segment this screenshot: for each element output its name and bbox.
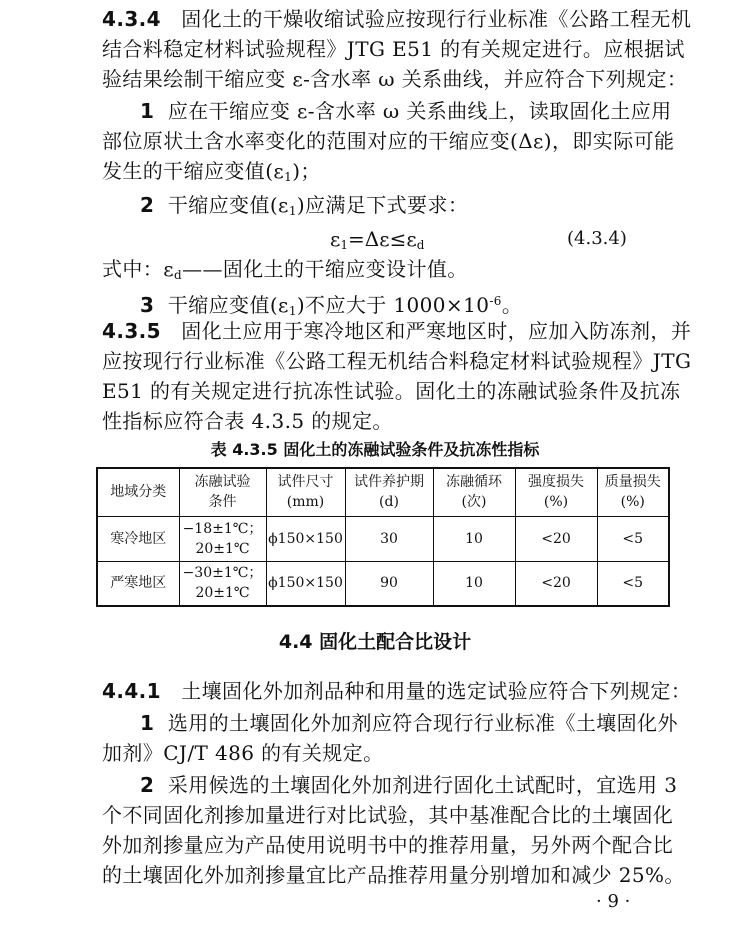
cell-size: ϕ150×150 [266,561,345,606]
header-size: 试件尺寸 (mm) [266,468,345,516]
cell-condition: −18±1℃； 20±1℃ [179,516,266,561]
clause-number: 4.4.1 [102,679,161,703]
formula-number: (4.3.4) [567,228,627,249]
header-region: 地域分类 [97,468,179,516]
cell-size: ϕ150×150 [266,516,345,561]
cell-mass-loss: <5 [597,561,669,606]
item-2-line: 2 干缩应变值$(\varepsilon_1)$应满足下式要求： [140,193,469,218]
header-mass-loss: 质量损失 (%) [597,468,669,516]
item-3-line: 3 干缩应变值$(\varepsilon_1)$不应大于 $1000\times 10^{-6}$。 [140,293,523,318]
item-1-line-1: 1 选用的土壤固化外加剂应符合现行行业标准《土壤固化外 [140,711,678,735]
item-2-line-4: 的土壤固化外加剂掺量宜比产品推荐用量分别增加和减少 25%。 [102,863,685,887]
clause-number: 4.3.5 [102,319,161,343]
cell-cycles: 10 [433,561,515,606]
clause-4-3-4-line-3: 验结果绘制干缩应变 ε-含水率 ω 关系曲线，并应符合下列规定： [102,67,688,91]
cell-curing: 90 [345,561,433,606]
clause-4-3-5-line-4: 性指标应符合表 4.3.5 的规定。 [102,409,393,433]
clause-4-4-1-line: 4.4.1 土壤固化外加剂品种和用量的选定试验应符合下列规定： [102,679,692,703]
item-2-line-3: 外加剂掺量应为产品使用说明书中的推荐用量，另外两个配合比 [102,833,674,857]
item-1-line-2: 部位原状土含水率变化的范围对应的干缩应变(Δε)，即实际可能 [102,129,675,153]
cell-strength-loss: <20 [515,561,597,606]
item-2-line-1: 2 采用候选的土壤固化外加剂进行固化土试配时，宜选用 3 [140,773,678,797]
cell-region: 严寒地区 [97,561,179,606]
clause-4-3-4-line-1: 4.3.4 固化土的干燥收缩试验应按现行行业标准《公路工程无机 [102,7,692,31]
clause-4-3-5-line-1: 4.3.5 固化土应用于寒冷地区和严寒地区时，应加入防冻剂，并 [102,319,692,343]
header-strength-loss: 强度损失 (%) [515,468,597,516]
freeze-thaw-table [96,467,670,607]
item-1-line-2: 加剂》CJ/T 486 的有关规定。 [102,741,384,765]
page-number: · 9 · [596,891,631,912]
section-title: 4.4 固化土配合比设计 [278,631,472,653]
formula-where-line: 式中：$\varepsilon_d——$固化土的干缩应变设计值。 [102,257,468,282]
header-condition: 冻融试验 条件 [179,468,266,516]
item-1-line-3: 发生的干缩应变值$(\varepsilon_1)$； [102,159,321,184]
cell-condition: −30±1℃； 20±1℃ [179,561,266,606]
item-2-line-2: 个不同固化剂掺加量进行对比试验，其中基准配合比的土壤固化 [102,803,674,827]
cell-curing: 30 [345,516,433,561]
table-row [97,561,669,606]
cell-cycles: 10 [433,516,515,561]
clause-4-3-5-line-3: E51 的有关规定进行抗冻性试验。固化土的冻融试验条件及抗冻 [102,379,681,403]
clause-4-3-5-line-2: 应按现行行业标准《公路工程无机结合料稳定材料试验规程》JTG [102,349,692,373]
header-curing: 试件养护期 (d) [345,468,433,516]
clause-4-3-4-line-2: 结合料稳定材料试验规程》JTG E51 的有关规定进行。应根据试 [102,37,685,61]
cell-region: 寒冷地区 [97,516,179,561]
cell-mass-loss: <5 [597,516,669,561]
table-header-row [97,468,669,516]
cell-strength-loss: <20 [515,516,597,561]
item-1-line-1: 1 应在干缩应变 ε-含水率 ω 关系曲线上，读取固化土应用 [140,99,672,123]
table-row [97,516,669,561]
formula: $\varepsilon_1=\Delta\varepsilon\le\varepsilon_d$ [330,227,425,252]
table-caption: 表 4.3.5 固化土的冻融试验条件及抗冻性指标 [210,440,540,459]
clause-number: 4.3.4 [102,7,161,31]
header-cycles: 冻融循环 (次) [433,468,515,516]
